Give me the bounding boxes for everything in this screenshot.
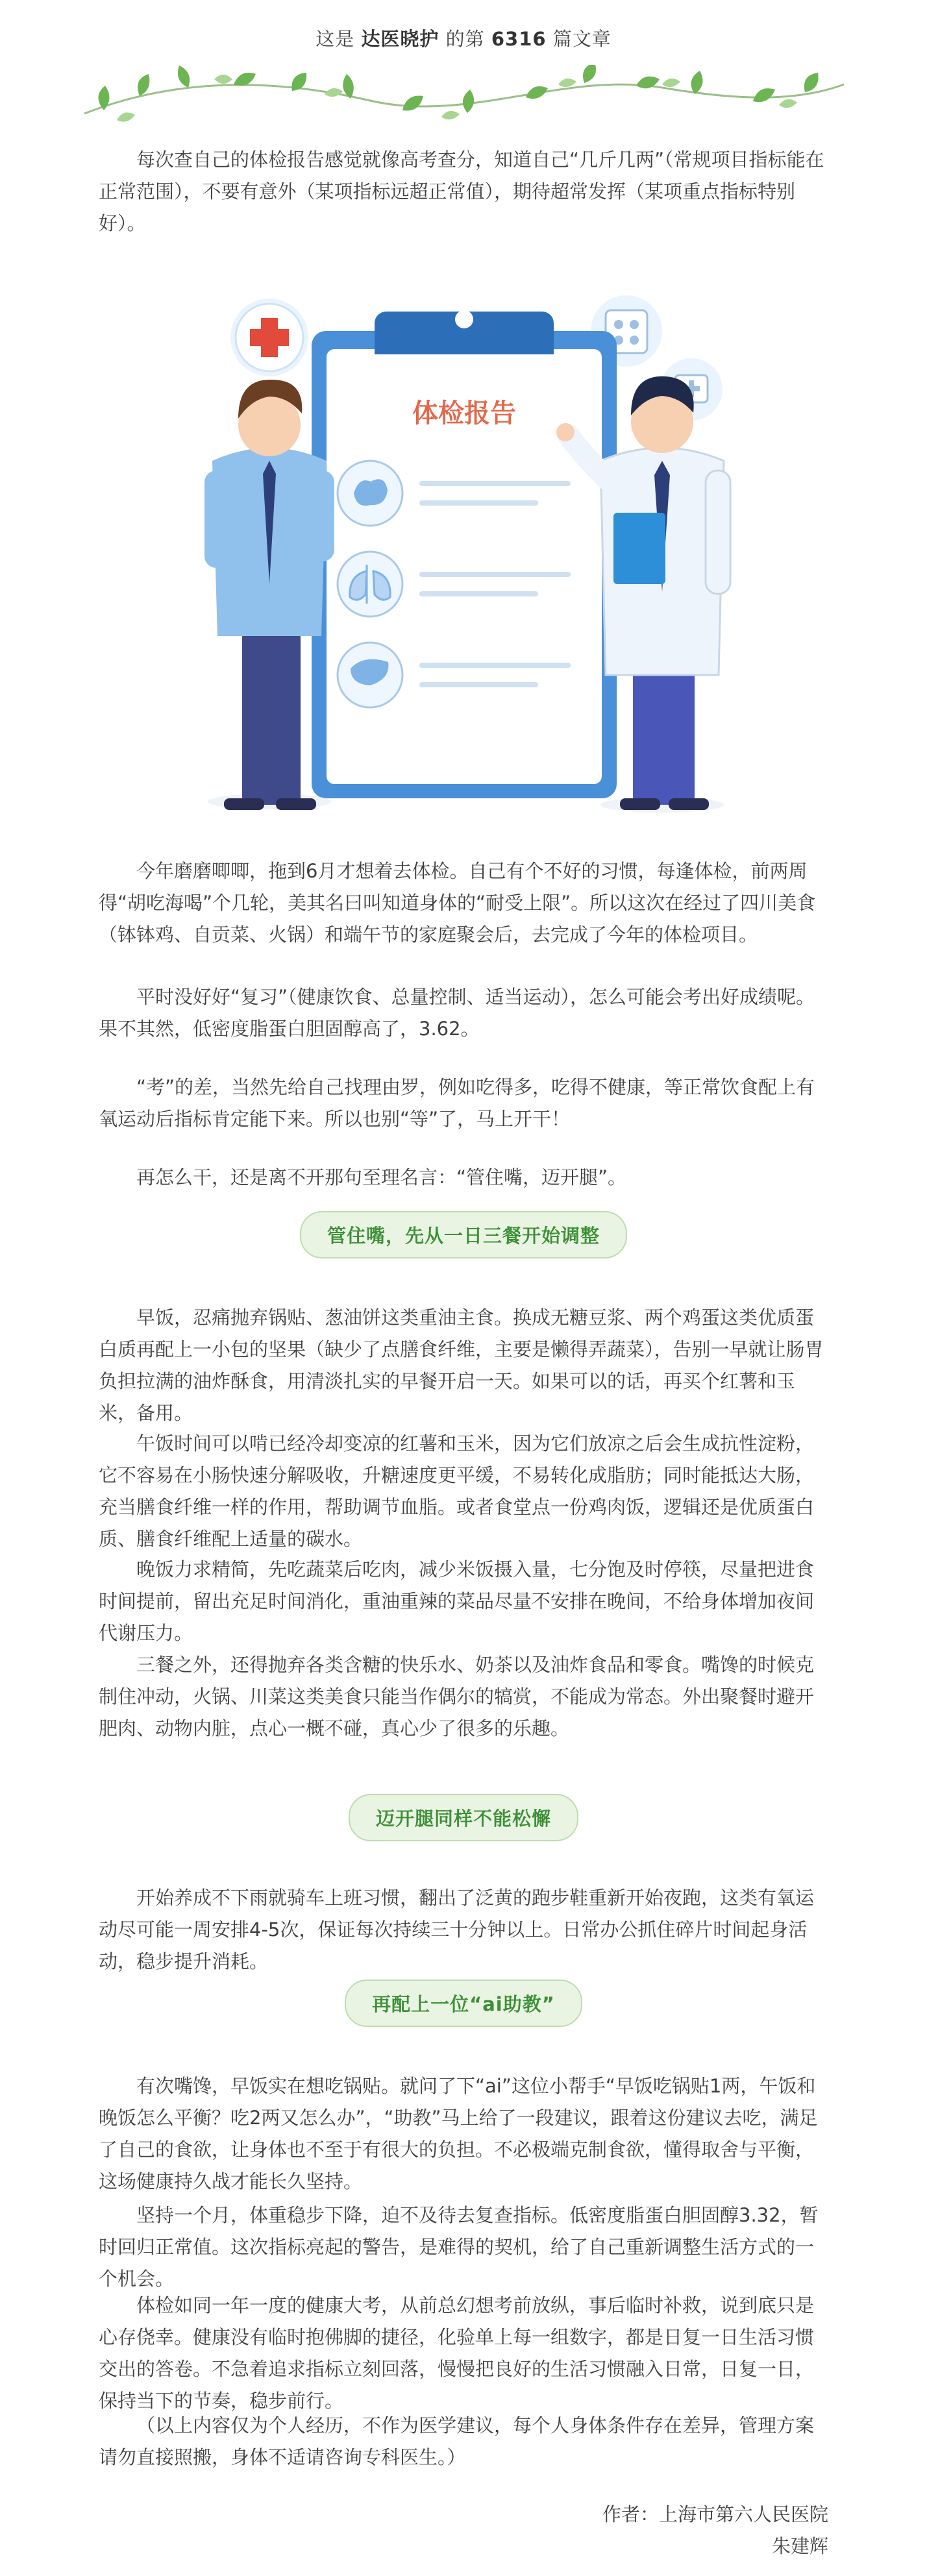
paragraph: 今年磨磨唧唧，拖到6月才想着去体检。自己有个不好的习惯，每逢体检，前两周得“胡吃海喝”个几轮，美其名曰叫知道身体的“耐受上限”。所以这次在经过了四川美食（钵钵鸡、自贡菜、火锅）和端午节的家庭聚会后，去完成了今年的体检项目。	[99, 860, 816, 946]
section-heading	[0, 1794, 927, 1841]
paragraph: 三餐之外，还得抛弃各类含糖的快乐水、奶茶以及油炸食品和零食。嘴馋的时候克制住冲动，火锅、川菜这类美食只能当作偶尔的犒赏，不能成为常态。外出聚餐时避开肥肉、动物内脏，点心一概不碰，真心少了很多的乐趣。	[99, 1654, 815, 1739]
paragraph: “考”的差，当然先给自己找理由罗，例如吃得多，吃得不健康，等正常饮食配上有氧运动后指标肯定能下来。所以也别“等”了，马上开干！	[99, 1076, 815, 1130]
first-aid-icon	[236, 304, 303, 371]
paragraph: 有次嘴馋，早饭实在想吃锅贴。就问了下“ai”这位小帮手“早饭吃锅贴1两，午饭和晚饭怎么平衡？吃2两又怎么办”，“助教”马上给了一段建议，跟着这份建议去吃，满足了自己的食欲，让身体也不至于有很大的负担。不必极端克制食欲，懂得取舍与平衡，这场健康持久战才能长久坚持。	[99, 2075, 818, 2192]
section-heading	[0, 1211, 927, 1258]
paragraph: 体检如同一年一度的健康大考，从前总幻想考前放纵，事后临时补救，说到底只是心存侥幸。健康没有临时抱佛脚的捷径，化验单上每一组数字，都是日复一日生活习惯交出的答卷。不急着追求指标立刻回落，慢慢把良好的生活习惯融入日常，日复一日，保持当下的节奏，稳步前行。	[99, 2294, 815, 2412]
author-affiliation: 作者：上海市第六人民医院	[602, 2503, 828, 2525]
author-name: 朱建辉	[771, 2535, 828, 2557]
paragraph: 早饭，忍痛抛弃锅贴、葱油饼这类重油主食。换成无糖豆浆、两个鸡蛋这类优质蛋白质再配上一小包的坚果（缺少了点膳食纤维，主要是懒得弄蔬菜），告别一早就让肠胃负担拉满的油炸酥食，用清淡扎实的早餐开启一天。如果可以的话，再买个红薯和玉米，备用。	[99, 1306, 824, 1424]
paragraph: 午饭时间可以啃已经冷却变凉的红薯和玉米，因为它们放凉之后会生成抗性淀粉，它不容易在小肠快速分解吸收，升糖速度更平缓，不易转化成脂肪；同时能抵达大肠，充当膳食纤维一样的作用，帮助调节血脂。或者食堂点一份鸡肉饭，逻辑还是优质蛋白质、膳食纤维配上适量的碳水。	[99, 1432, 815, 1550]
paragraph: 坚持一个月，体重稳步下降，迫不及待去复查指标。低密度脂蛋白胆固醇3.32，暂时回归正常值。这次指标亮起的警告，是难得的契机，给了自己重新调整生活方式的一个机会。	[99, 2204, 819, 2290]
paragraph: 晚饭力求精简，先吃蔬菜后吃肉，减少米饭摄入量，七分饱及时停筷，尽量把进食时间提前，留出充足时间消化，重油重辣的菜品尽量不安排在晚间，不给身体增加夜间代谢压力。	[99, 1558, 815, 1644]
section-heading	[0, 1980, 927, 2027]
section-heading-label: 管住嘴，先从一日三餐开始调整	[300, 1211, 627, 1258]
organ-icons	[338, 461, 402, 707]
paragraph: 平时没好好“复习”（健康饮食、总量控制、适当运动），怎么可能会考出好成绩呢。果不其然，低密度脂蛋白胆固醇高了，3.62。	[99, 986, 815, 1040]
paragraph: 每次查自己的体检报告感觉就像高考查分，知道自己“几斤几两”（常规项目指标能在正常范围），不要有意外（某项指标远超正常值），期待超常发挥（某项重点指标特别好）。	[99, 149, 824, 234]
medical-report-illustration	[172, 286, 756, 824]
disclaimer: （以上内容仅为个人经历，不作为医学建议，每个人身体条件存在差异，管理方案请勿直接照搬，身体不适请咨询专科医生。）	[99, 2414, 815, 2468]
paragraph: 开始养成不下雨就骑车上班习惯，翻出了泛黄的跑步鞋重新开始夜跑，这类有氧运动尽可能一周安排4-5次，保证每次持续三十分钟以上。日常办公抓住碎片时间起身活动，稳步提升消耗。	[99, 1887, 815, 1972]
author-signature	[602, 2499, 828, 2562]
paragraph: 再怎么干，还是离不开那句至理名言：“管住嘴，迈开腿”。	[136, 1166, 627, 1188]
board-title: 体检报告	[412, 399, 516, 428]
section-heading-label: 迈开腿同样不能松懈	[349, 1794, 578, 1841]
section-heading-label: 再配上一位“ai助教”	[345, 1980, 582, 2027]
article-number: 6316	[491, 28, 547, 50]
vine-divider-decoration	[78, 65, 850, 136]
account-name: 达医晓护	[361, 28, 439, 50]
article-count-header: 这是 达医晓护 的第 6316 篇文章	[315, 28, 612, 50]
